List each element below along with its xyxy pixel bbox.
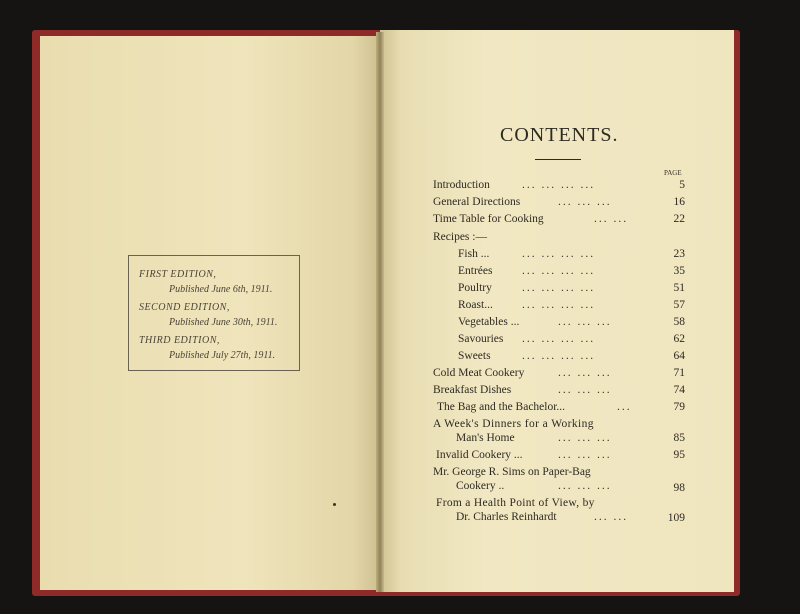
edition-date: Published June 6th, 1911. (169, 284, 273, 295)
toc-entry-label: From a Health Point of View, by (436, 497, 595, 509)
toc-leader-dots: ... ... ... ... (522, 333, 596, 345)
title-rule (535, 159, 581, 160)
toc-leader-dots: ... ... (594, 213, 629, 225)
toc-entry-page: 23 (673, 248, 685, 260)
toc-entry-label: Man's Home (456, 432, 515, 444)
edition-title: FIRST EDITION, (139, 269, 217, 280)
toc-leader-dots: ... ... ... (558, 480, 612, 492)
toc-leader-dots: ... ... ... (558, 384, 612, 396)
contents-title: CONTENTS. (500, 124, 619, 146)
toc-leader-dots: ... ... ... ... (522, 248, 596, 260)
toc-leader-dots: ... ... (594, 511, 629, 523)
toc-entry-page: 5 (679, 179, 685, 191)
toc-entry-label: Breakfast Dishes (433, 384, 512, 396)
toc-entry-page: 22 (673, 213, 685, 225)
toc-entry-label: Vegetables ... (458, 316, 520, 328)
toc-leader-dots: ... ... ... (558, 196, 612, 208)
toc-leader-dots: ... ... ... ... (522, 350, 596, 362)
toc-entry-page: 109 (667, 512, 685, 524)
toc-entry-page: 16 (673, 196, 685, 208)
edition-title: SECOND EDITION, (139, 302, 230, 313)
toc-section-heading: Recipes :— (433, 231, 487, 243)
ink-dot (333, 503, 336, 506)
toc-entry-page: 62 (673, 333, 685, 345)
toc-entry-label: Cookery .. (456, 480, 505, 492)
edition-box (128, 255, 300, 371)
toc-leader-dots: ... ... ... (558, 316, 612, 328)
toc-entry-label: Sweets (458, 350, 491, 362)
toc-leader-dots: ... ... ... ... (522, 265, 596, 277)
toc-entry-label: Cold Meat Cookery (433, 367, 525, 379)
page-column-header: PAGE (664, 169, 682, 177)
toc-entry-page: 95 (673, 449, 685, 461)
book-spine-gutter (376, 32, 384, 592)
edition-date: Published June 30th, 1911. (169, 317, 278, 328)
toc-entry-label: Invalid Cookery ... (436, 449, 523, 461)
toc-entry-label: Time Table for Cooking (433, 213, 544, 225)
edition-title: THIRD EDITION, (139, 335, 220, 346)
toc-entry-page: 64 (673, 350, 685, 362)
toc-leader-dots: ... ... ... (558, 449, 612, 461)
toc-entry-page: 74 (673, 384, 685, 396)
toc-entry-label: Entrées (458, 265, 493, 277)
toc-entry-label: Introduction (433, 179, 490, 191)
toc-leader-dots: ... ... ... (558, 367, 612, 379)
toc-entry-label: Roast... (458, 299, 493, 311)
toc-entry-label: Fish ... (458, 248, 490, 260)
toc-leader-dots: ... (617, 401, 632, 413)
toc-leader-dots: ... ... ... ... (522, 282, 596, 294)
toc-entry-label: The Bag and the Bachelor... (437, 401, 566, 413)
toc-leader-dots: ... ... ... ... (522, 179, 596, 191)
toc-entry-label: Mr. George R. Sims on Paper-Bag (433, 466, 591, 478)
toc-entry-page: 98 (673, 482, 685, 494)
toc-entry-page: 57 (673, 299, 685, 311)
toc-entry-label: General Directions (433, 196, 521, 208)
toc-leader-dots: ... ... ... ... (522, 299, 596, 311)
toc-entry-label: Dr. Charles Reinhardt (456, 511, 557, 523)
edition-date: Published July 27th, 1911. (169, 350, 276, 361)
toc-entry-page: 35 (673, 265, 685, 277)
toc-entry-label: Poultry (458, 282, 492, 294)
toc-entry-page: 85 (673, 432, 685, 444)
toc-entry-page: 58 (673, 316, 685, 328)
toc-entry-label: A Week's Dinners for a Working (433, 418, 594, 430)
toc-entry-page: 79 (673, 401, 685, 413)
toc-entry-page: 71 (673, 367, 685, 379)
toc-entry-page: 51 (673, 282, 685, 294)
toc-entry-label: Savouries (458, 333, 504, 345)
toc-leader-dots: ... ... ... (558, 432, 612, 444)
